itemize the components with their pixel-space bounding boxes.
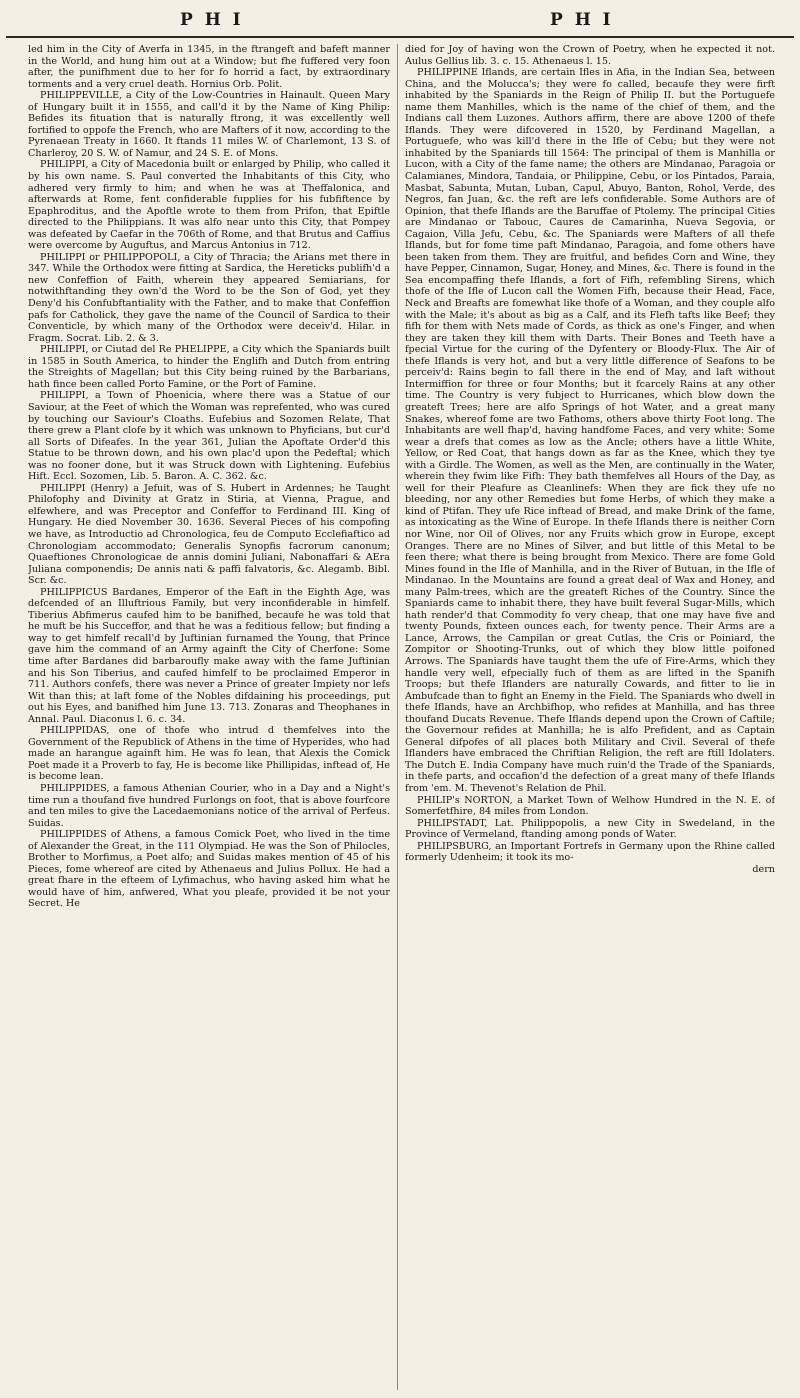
entry-paragraph: PHILIPPI (Henry) a Jefuit, was of S. Hubert in Ardennes; he Taught Philofophy and Divinity at Gratz in Stiria, at Vienna, Prague, and elfewhere, and was Preceptor and Confeffor to Ferdinand III. King of Hungary. He died November 30. 1636. Several Pieces of his compofing we have, as Introductio ad Chronologica, feu de Computo Ecclefiaftico ad Chronologiam accommodato; Generalis Synopfis facrorum canonum; Quaeftiones Chronologicae de annis domini Juliani, Nabonaffari & AEra Juliana componendis; De annis nati & paffi falvatoris, &c. Alegamb. Bibl. Scr. &c. (28, 482, 390, 587)
running-head (0, 10, 800, 34)
entry-paragraph: PHILIPPEVILLE, a City of the Low-Countries in Hainault. Queen Mary of Hungary built it in 1555, and call'd it by the Name of King Philip: Befides its fituation that is naturally ftrong, it was excellently well fortified to oppofe the French, who are Mafters of it now, according to the Pyrenaean Treaty in 1660. It ftands 11 miles W. of Charlemont, 13 S. of Charleroy, 20 S. W. of Namur, and 24 S. E. of Mons. (28, 90, 390, 159)
entry-paragraph: PHILIP's NORTON, a Market Town of Welhow Hundred in the N. E. of Somerfetfhire, 84 miles from London. (405, 794, 775, 818)
entry-paragraph: PHILIPPIDES of Athens, a famous Comick Poet, who lived in the time of Alexander the Great, in the 111 Olympiad. He was the Son of Philocles, Brother to Morfimus, a Poet alfo; and Suidas makes mention of 45 of his Pieces, fome whereof are cited by Athenaeus and Julius Pollux. He had a great fhare in the efteem of Lyfimachus, who having asked him what he would have of him, anfwered, What you pleafe, provided it be not your Secret. He (28, 829, 390, 910)
entry-paragraph: PHILIPPI, or Ciutad del Re PHELIPPE, a City which the Spaniards built in 1585 in South America, to hinder the Englifh and Dutch from entring the Streights of Magellan; but this City being ruined by the Barbarians, hath fince been called Porto Famine, or the Port of Famine. (28, 344, 390, 390)
running-head-right: P H I (550, 10, 614, 30)
entry-paragraph: died for Joy of having won the Crown of Poetry, when he expected it not. Aulus Gellius lib. 3. c. 15. Athenaeus l. 15. (405, 44, 775, 67)
running-head-left: P H I (180, 10, 244, 30)
entry-paragraph: PHILIPPI, a Town of Phoenicia, where there was a Statue of our Saviour, at the Feet of which the Woman was reprefented, who was cured by touching our Saviour's Cloaths. Eufebius and Sozomen Relate, That there grew a Plant clofe by it which was unknown to Phyficians, but cur'd all Sorts of Difeafes. In the year 361, Julian the Apoftate Order'd this Statue to be thrown down, and his own plac'd upon the Pedeftal; which was no fooner done, but it was Struck down with Lightening. Eufebius Hift. Eccl. Sozomen, Lib. 5. Baron. A. C. 362. &c. (28, 390, 390, 483)
column-divider (397, 44, 398, 1390)
entry-paragraph: PHILIPPI, a City of Macedonia built or enlarged by Philip, who called it by his own name. S. Paul converted the Inhabitants of this City, who adhered very firmly to him; and when he was at Theffalonica, and afterwards at Rome, fent confiderable fupplies for his fubfiftence by Epaphroditus, and the Apoftle wrote to them from Prifon, that Epiftle directed to the Philippians. It was alfo near unto this City, that Pompey was defeated by Caefar in the 706th of Rome, and that Brutus and Caffius were overcome by Auguftus, and Marcus Antonius in 712. (28, 159, 390, 252)
left-column (28, 44, 390, 1390)
entry-paragraph: PHILIPSBURG, an Important Fortrefs in Germany upon the Rhine called formerly Udenheim; it took its mo- (405, 840, 775, 864)
right-column (405, 44, 775, 1390)
entry-paragraph: PHILIPPIDES, a famous Athenian Courier, who in a Day and a Night's time run a thoufand five hundred Furlongs on foot, that is above fourfcore and ten miles to give the Lacedaemonians notice of the arrival of Perfeus. Suidas. (28, 783, 390, 829)
header-rule (6, 36, 794, 38)
entry-paragraph: PHILIPSTADT, Lat. Philippopolis, a new City in Swedeland, in the Province of Vermeland, ftanding among ponds of Water. (405, 817, 775, 841)
entry-paragraph: PHILIPPIDAS, one of thofe who intrud d themfelves into the Government of the Republick of Athens in the time of Hyperides, who had made an harangue againft him. He was fo lean, that Alexis the Comick Poet made it a Proverb to fay, He is become like Phillipidas, inftead of, He is become lean. (28, 725, 390, 783)
entry-paragraph: led him in the City of Averfa in 1345, in the ftrangeft and bafeft manner in the World, and hung him out at a Window; but fhe fuffered very foon after, the punifhment due to her for fo horrid a fact, by extraordinary torments and a very cruel death. Hornius Orb. Polit. (28, 44, 390, 90)
entry-paragraph: PHILIPPI or PHILIPPOPOLI, a City of Thracia; the Arians met there in 347. While the Orthodox were fitting at Sardica, the Hereticks publifh'd a new Confeffion of Faith, wherein they appeared Semiarians, for notwithftanding they own'd the Word to be the Son of God, yet they Deny'd his Confubftantiality with the Father, and to make that Confeffion pafs for Catholick, they gave the name of the Council of Sardica to their Conventicle, by which many of the Orthodox were deceiv'd. Hilar. in Fragm. Socrat. Lib. 2. & 3. (28, 251, 390, 344)
entry-paragraph: PHILIPPICUS Bardanes, Emperor of the Eaft in the Eighth Age, was defcended of an Illuftrious Family, but very inconfiderable in himfelf. Tiberius Abfimerus caufed him to be banifhed, becaufe he was told that he muft be his Succeffor, and that he was a feditious fellow; but finding a way to get himfelf recall'd by Juftinian furnamed the Young, that Prince gave him the command of an Army againft the City of Cherfone: Some time after Bardanes did barbaroufly make away with the fame Juftinian and his Son Tiberius, and caufed himfelf to be proclaimed Emperor in 711. Authors confefs, there was never a Prince of greater Impiety nor lefs Wit than this; at laft fome of the Nobles difdaining his proceedings, put out his Eyes, and banifhed him June 13. 713. Zonaras and Theophanes in Annal. Paul. Diaconus l. 6. c. 34. (28, 586, 390, 725)
entry-paragraph: PHILIPPINE Iflands, are certain Ifles in Afia, in the Indian Sea, between China, and the Molucca's; they were fo called, becaufe they were firft inhabited by the Spaniards in the Reign of Philip II. but the Portuguefe name them Manhilles, which is the name of the chief of them, and the Indians call them Luzones. Authors affirm, there are above 1200 of thefe Iflands. They were difcovered in 1520, by Ferdinand Magellan, a Portuguefe, who was kill'd there in the Ifle of Cebu; but they were not inhabited by the Spaniards till 1564: The principal of them is Manhilla or Lucon, with a City of the fame name; the others are Mindanao, Paragoia or Calamianes, Mindora, Tandaia, or Philippine, Cebu, or los Pintados, Paraia, Masbat, Sabunta, Mutan, Luban, Capul, Abuyo, Banton, Rohol, Verde, des Negros, fan Juan, &c. the reft are lefs confiderable. Some Authors are of Opinion, that thefe Iflands are the Baruffae of Ptolemy. The principal Cities are Mindanao or Tabouc, Caures de Camarinha, Nueva Segovia, or Cagaion, Villa Jefu, Cebu, &c. The Spaniards were Mafters of all thefe Iflands, but for fome time paft Mindanao, Paragoia, and fome others have been taken from them. They are fruitful, and befides Corn and Wine, they have Pepper, Cinnamon, Sugar, Honey, and Mines, &c. There is found in the Sea encompaffing thefe Iflands, a fort of Fifh, refembling Sirens, which thofe of the Ifle of Lucon call the Women Fifh, because their Head, Face, Neck and Breafts are fomewhat like thofe of a Woman, and they couple alfo with the Male; it's about as big as a Calf, and its Flefh tafts like Beef; they fifh for them with Nets made of Cords, as thick as one's Finger, and when they are taken they kill them with Darts. Their Bones and Teeth have a fpecial Virtue for the curing of the Dyfentery or Bloody-Flux. The Air of thefe Iflands is very hot, and but a very little difference of Seafons to be perceiv'd: Rains begin to fall there in the end of May, and laft without Intermiffion for three or four Months; but it fcarcely Rains at any other time. The Country is very fubject to Hurricanes, which blow down the greateft Trees; here are alfo Springs of hot Water, and a great many Snakes, whereof fome are two Fathoms, others above thirty Foot long. The Inhabitants are well fhap'd, having handfome Faces, and very white: Some wear a drefs that comes as low as the Ancle; others have a little White, Yellow, or Red Coat, that hangs down as far as the Knee, which they tye with a Girdle. The Women, as well as the Men, are continually in the Water, wherein they fwim like Fifh: They bath themfelves all Hours of the Day, as well for their Pleafure as Cleanlinefs: When they are fick they ufe no bleeding, nor any other Remedies but fome Herbs, of which they make a kind of Ptifan. They ufe Rice inftead of Bread, and make Drink of the fame, as intoxicating as the Wine of Europe. In thefe Iflands there is neither Corn nor Wine, nor Oil of Olives, nor any Fruits which grow in Europe, except Oranges. There are no Mines of Silver, and but little of this Metal to be feen there; what there is being brought from Mexico. There are fome Gold Mines found in the Ifle of Manhilla, and in the River of Butuan, in the Ifle of Mindanao. In the Mountains are found a great deal of Wax and Honey, and many Palm-trees, which are the greateft Riches of the Country. Since the Spaniards came to inhabit there, they have built feveral Sugar-Mills, which hath render'd that Commodity fo very cheap, that one may have five and twenty Pounds, fixteen ounces each, for twenty pence. Their Arms are a Lance, Arrows, the Campilan or great Cutlas, the Cris or Poiniard, the Zompitor or Shooting-Trunks, out of which they blow little poifoned Arrows. The Spaniards have taught them the ufe of Fire-Arms, which they handle very well, efpecially fuch of them as are lifted in the Spanifh Troops; but thefe Iflanders are naturally Cowards, and fitter to lie in Ambufcade than to fight an Enemy in the Field. The Spaniards who dwell in thefe Iflands, have an Archbifhop, who refides at Manhilla, and has three thoufand Ducats Revenue. Thefe Iflands depend upon the Crown of Caftile; the Governour refides at Manhilla; he is alfo Prefident, and as Captain General difpofes of all places both Military and Civil. Several of thefe Iflanders have embraced the Chriftian Religion, the reft are ftill Idolaters. The Dutch E. India Company have much ruin'd the Trade of the Spaniards, in thefe parts, and occafion'd the defection of a great many of thefe Iflands from 'em. M. Thevenot's Relation de Phil. (405, 67, 775, 794)
catchword: dern (752, 863, 775, 875)
